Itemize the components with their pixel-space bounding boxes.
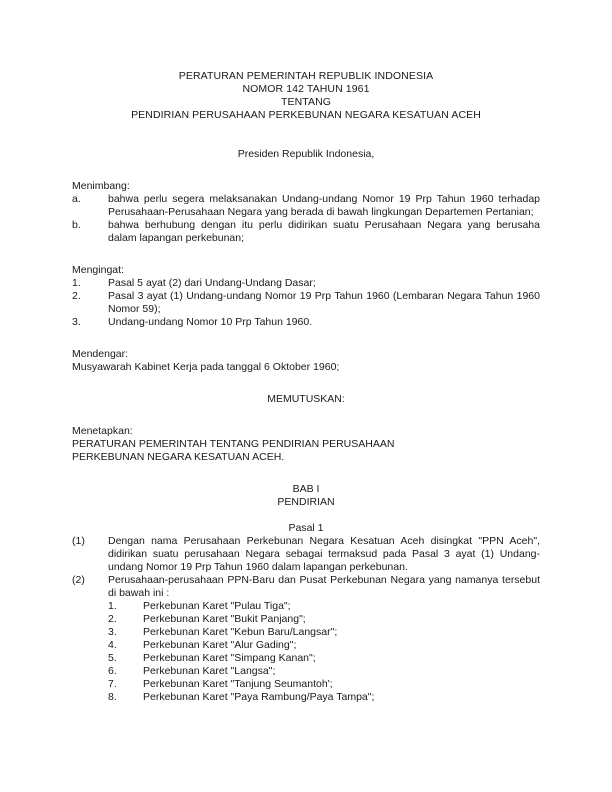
plantation-name: Perkebunan Karet "Paya Rambung/Paya Tampa"; <box>143 691 375 703</box>
menimbang-item-text: bahwa berhubung dengan itu perlu didirikan suatu Perusahaan Negara yang berusaha dalam lapangan perkebunan; <box>108 219 540 244</box>
mengingat-item <box>72 277 540 290</box>
plantation-marker: 4. <box>108 639 117 651</box>
plantation-marker: 1. <box>108 600 117 612</box>
menetapkan-line-1: PERATURAN PEMERINTAH TENTANG PENDIRIAN PERUSAHAAN <box>72 438 395 450</box>
plantation-list-item <box>108 626 540 639</box>
menetapkan-label: Menetapkan: <box>72 425 133 437</box>
document-title-block <box>72 70 540 122</box>
plantation-list-item <box>108 639 540 652</box>
article-clause-text: Perusahaan-perusahaan PPN-Baru dan Pusat Perkebunan Negara yang namanya tersebut di bawah ini : <box>108 574 540 599</box>
title-line-1: PERATURAN PEMERINTAH REPUBLIK INDONESIA <box>178 70 434 82</box>
article-clause <box>72 574 540 600</box>
plantation-name: Perkebunan Karet "Tanjung Seumantoh'; <box>143 678 333 690</box>
plantation-list-item <box>108 652 540 665</box>
spacer <box>72 406 540 425</box>
plantation-name: Perkebunan Karet "Kebun Baru/Langsar"; <box>143 626 338 638</box>
menimbang-item-marker: b. <box>72 219 81 231</box>
chapter-number: BAB I <box>292 483 320 495</box>
spacer <box>72 329 540 348</box>
title-line-2: NOMOR 142 TAHUN 1961 <box>242 83 370 95</box>
plantation-marker: 6. <box>108 665 117 677</box>
title-line-3: TENTANG <box>280 96 332 108</box>
plantation-name: Perkebunan Karet "Bukit Panjang"; <box>143 613 306 625</box>
menimbang-item <box>72 219 540 245</box>
chapter-name: PENDIRIAN <box>277 496 335 508</box>
plantation-name: Perkebunan Karet "Simpang Kanan"; <box>143 652 316 664</box>
mendengar-text: Musyawarah Kabinet Kerja pada tanggal 6 Oktober 1960; <box>72 361 340 373</box>
plantation-name: Perkebunan Karet "Pulau Tiga"; <box>143 600 291 612</box>
spacer <box>72 122 540 148</box>
mengingat-label: Mengingat: <box>72 264 124 276</box>
decision-heading: MEMUTUSKAN: <box>267 393 345 405</box>
menimbang-item-text: bahwa perlu segera melaksanakan Undang-undang Nomor 19 Prp Tahun 1960 terhadap Perusahaan-Perusahaan Negara yang berada di bawah lingkungan Departemen Pertanian; <box>108 193 540 218</box>
plantation-marker: 7. <box>108 678 117 690</box>
spacer <box>72 161 540 180</box>
plantation-list-item <box>108 691 540 704</box>
title-line-4: PENDIRIAN PERUSAHAAN PERKEBUNAN NEGARA KESATUAN ACEH <box>131 109 481 121</box>
article-heading: Pasal 1 <box>288 522 324 534</box>
menimbang-label: Menimbang: <box>72 180 130 192</box>
plantation-marker: 3. <box>108 626 117 638</box>
mengingat-item-marker: 2. <box>72 290 81 302</box>
spacer <box>72 464 540 483</box>
menimbang-item-marker: a. <box>72 193 81 205</box>
mengingat-item <box>72 290 540 316</box>
article-clause-marker: (2) <box>72 574 85 586</box>
plantation-list-item <box>108 613 540 626</box>
authority-line: Presiden Republik Indonesia, <box>237 148 375 160</box>
plantation-list-item <box>108 600 540 613</box>
spacer <box>72 509 540 522</box>
mengingat-item <box>72 316 540 329</box>
plantation-name: Perkebunan Karet "Alur Gading"; <box>143 639 297 651</box>
mendengar-label: Mendengar: <box>72 348 129 360</box>
mengingat-item-text: Undang-undang Nomor 10 Prp Tahun 1960. <box>108 316 313 328</box>
menetapkan-line-2: PERKEBUNAN NEGARA KESATUAN ACEH. <box>72 451 285 463</box>
plantation-list <box>108 600 540 704</box>
plantation-list-item <box>108 678 540 691</box>
article-clause <box>72 535 540 574</box>
spacer <box>72 245 540 264</box>
spacer <box>72 374 540 393</box>
mengingat-item-marker: 3. <box>72 316 81 328</box>
document-content <box>72 0 540 704</box>
mengingat-item-text: Pasal 3 ayat (1) Undang-undang Nomor 19 Prp Tahun 1960 (Lembaran Negara Tahun 1960 Nomor 59); <box>108 290 540 315</box>
article-clause-marker: (1) <box>72 535 85 547</box>
plantation-marker: 5. <box>108 652 117 664</box>
mengingat-item-marker: 1. <box>72 277 81 289</box>
plantation-marker: 2. <box>108 613 117 625</box>
menimbang-item <box>72 193 540 219</box>
mengingat-item-text: Pasal 5 ayat (2) dari Undang-Undang Dasar; <box>108 277 316 289</box>
plantation-marker: 8. <box>108 691 117 703</box>
plantation-list-item <box>108 665 540 678</box>
article-clause-text: Dengan nama Perusahaan Perkebunan Negara Kesatuan Aceh disingkat "PPN Aceh", didirikan suatu perusahaan Negara sebagai termaksud pada Pasal 3 ayat (1) Undang-undang Nomor 19 Prp Tahun 1960 dalam lapangan perkebunan. <box>108 535 540 573</box>
plantation-name: Perkebunan Karet "Langsa"; <box>143 665 276 677</box>
